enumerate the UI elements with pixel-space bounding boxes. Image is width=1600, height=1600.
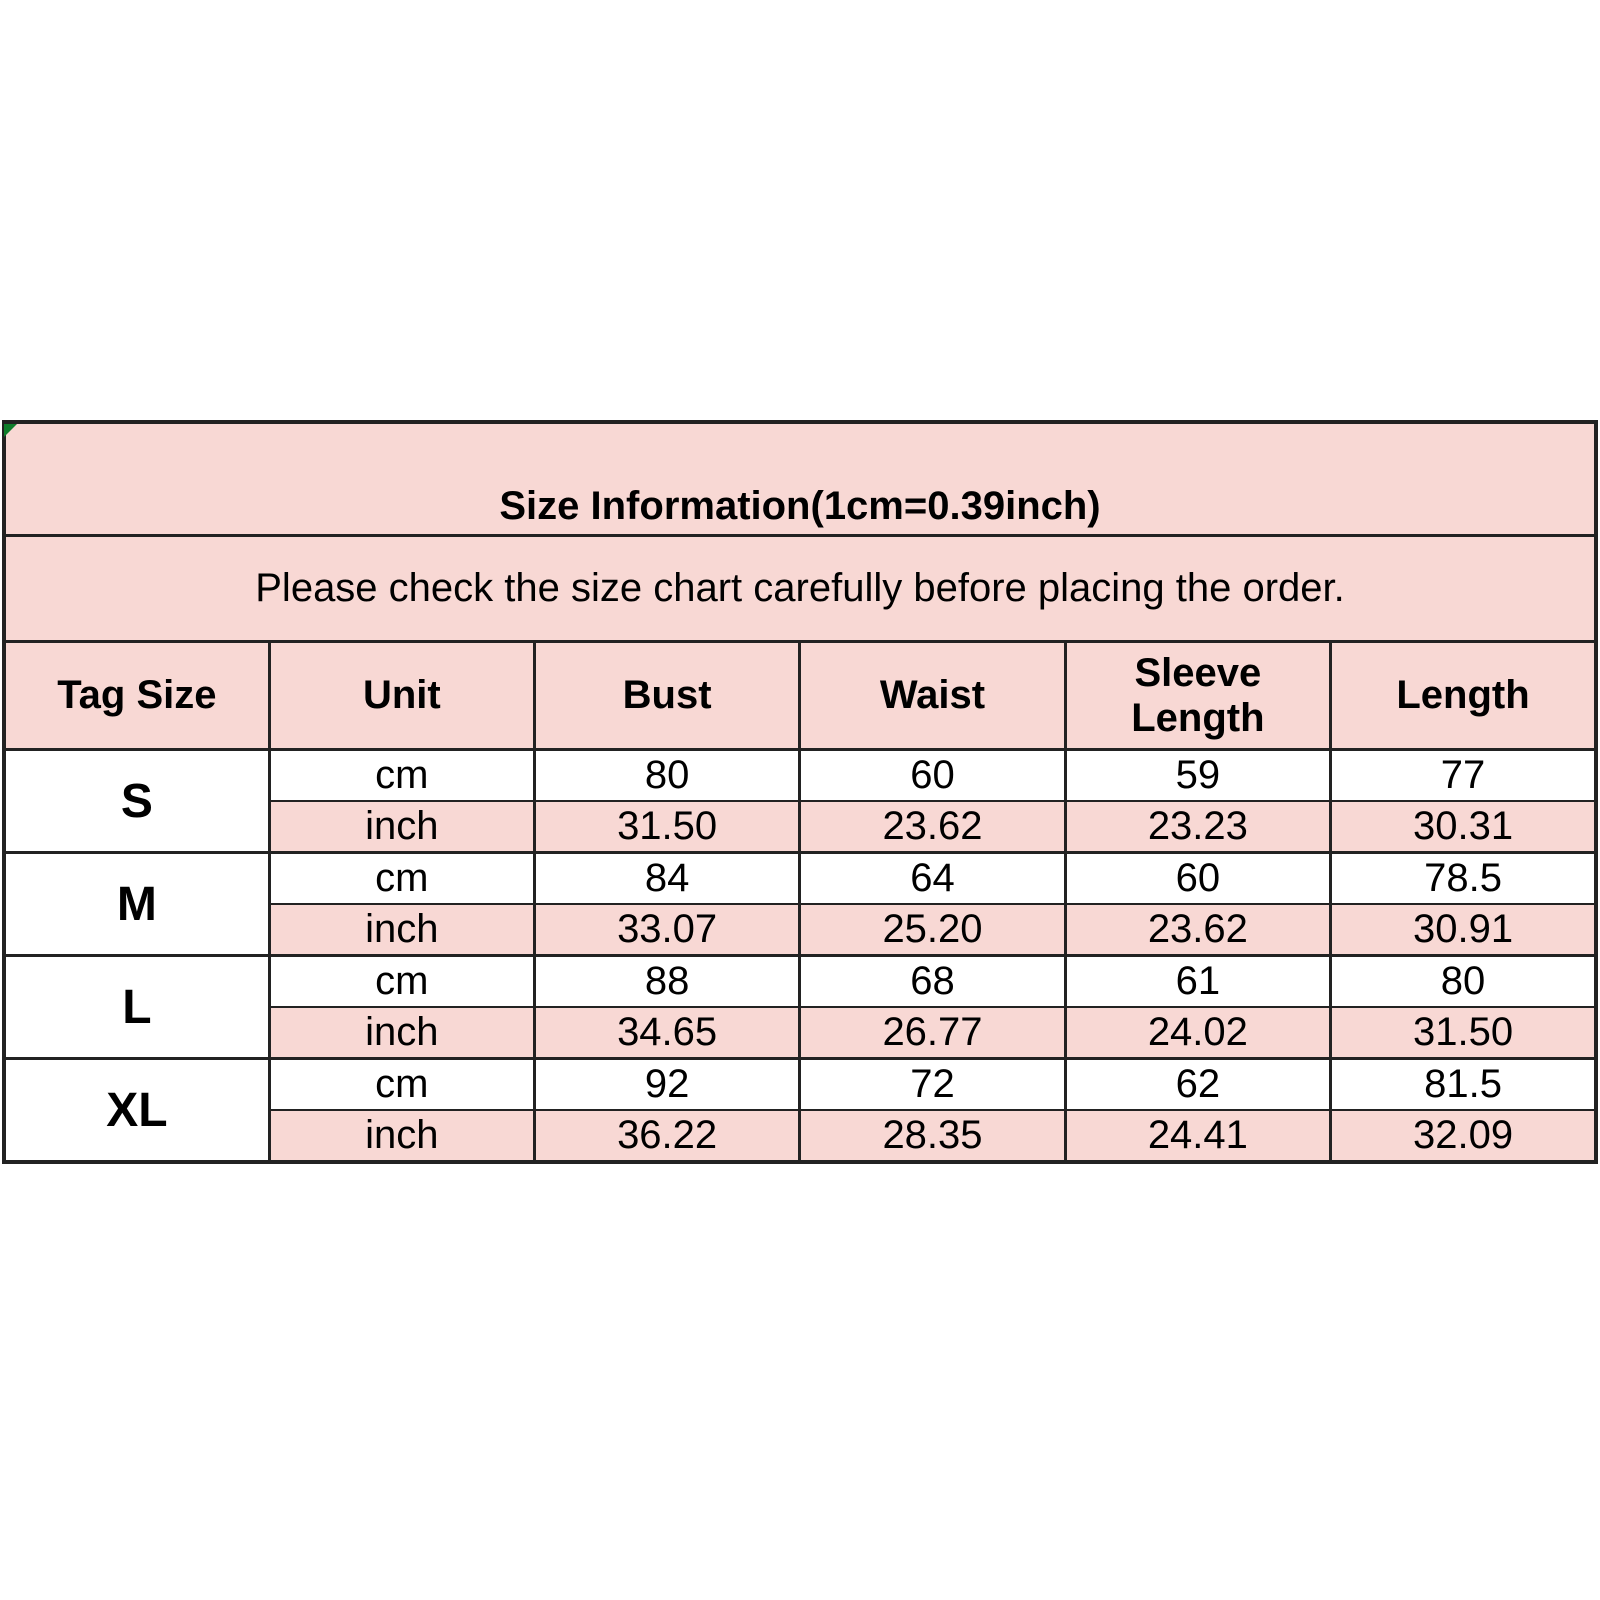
header-cell-tag-size: Tag Size xyxy=(4,642,269,750)
unit-cell: cm xyxy=(269,853,534,905)
tag-size-cell-m: M xyxy=(4,853,269,956)
unit-cell: inch xyxy=(269,1007,534,1059)
measurement-cell: 59 xyxy=(1065,750,1330,802)
measurement-cell: 64 xyxy=(800,853,1065,905)
unit-cell: inch xyxy=(269,904,534,956)
measurement-cell: 36.22 xyxy=(534,1110,799,1162)
unit-cell: inch xyxy=(269,801,534,853)
size-table xyxy=(2,420,1598,1164)
measurement-cell: 23.62 xyxy=(1065,904,1330,956)
size-chart xyxy=(2,420,1598,1164)
size-chart-title: Size Information(1cm=0.39inch) xyxy=(4,422,1596,536)
measurement-cell: 80 xyxy=(1331,956,1596,1008)
measurement-cell: 31.50 xyxy=(534,801,799,853)
unit-cell: cm xyxy=(269,956,534,1008)
table-row-s-cm xyxy=(4,750,1596,802)
header-row xyxy=(4,642,1596,750)
size-chart-note: Please check the size chart carefully before placing the order. xyxy=(4,536,1596,642)
measurement-cell: 31.50 xyxy=(1331,1007,1596,1059)
tag-size-cell-xl: XL xyxy=(4,1059,269,1163)
measurement-cell: 24.02 xyxy=(1065,1007,1330,1059)
unit-cell: inch xyxy=(269,1110,534,1162)
measurement-cell: 61 xyxy=(1065,956,1330,1008)
header-cell-bust: Bust xyxy=(534,642,799,750)
table-row-l-cm xyxy=(4,956,1596,1008)
measurement-cell: 30.31 xyxy=(1331,801,1596,853)
measurement-cell: 24.41 xyxy=(1065,1110,1330,1162)
measurement-cell: 62 xyxy=(1065,1059,1330,1111)
measurement-cell: 72 xyxy=(800,1059,1065,1111)
measurement-cell: 80 xyxy=(534,750,799,802)
tag-size-cell-s: S xyxy=(4,750,269,853)
measurement-cell: 25.20 xyxy=(800,904,1065,956)
table-row-xl-cm xyxy=(4,1059,1596,1111)
title-row xyxy=(4,422,1596,536)
header-cell-waist: Waist xyxy=(800,642,1065,750)
measurement-cell: 78.5 xyxy=(1331,853,1596,905)
header-cell-unit: Unit xyxy=(269,642,534,750)
measurement-cell: 81.5 xyxy=(1331,1059,1596,1111)
measurement-cell: 60 xyxy=(1065,853,1330,905)
subtitle-row xyxy=(4,536,1596,642)
measurement-cell: 23.62 xyxy=(800,801,1065,853)
measurement-cell: 92 xyxy=(534,1059,799,1111)
measurement-cell: 28.35 xyxy=(800,1110,1065,1162)
measurement-cell: 84 xyxy=(534,853,799,905)
tag-size-cell-l: L xyxy=(4,956,269,1059)
measurement-cell: 88 xyxy=(534,956,799,1008)
measurement-cell: 30.91 xyxy=(1331,904,1596,956)
corner-marker-triangle xyxy=(4,424,17,437)
header-cell-length: Length xyxy=(1331,642,1596,750)
measurement-cell: 26.77 xyxy=(800,1007,1065,1059)
measurement-cell: 77 xyxy=(1331,750,1596,802)
measurement-cell: 34.65 xyxy=(534,1007,799,1059)
measurement-cell: 32.09 xyxy=(1331,1110,1596,1162)
unit-cell: cm xyxy=(269,1059,534,1111)
header-cell-sleeve-length: Sleeve Length xyxy=(1065,642,1330,750)
measurement-cell: 60 xyxy=(800,750,1065,802)
table-row-m-cm xyxy=(4,853,1596,905)
measurement-cell: 68 xyxy=(800,956,1065,1008)
measurement-cell: 23.23 xyxy=(1065,801,1330,853)
measurement-cell: 33.07 xyxy=(534,904,799,956)
unit-cell: cm xyxy=(269,750,534,802)
